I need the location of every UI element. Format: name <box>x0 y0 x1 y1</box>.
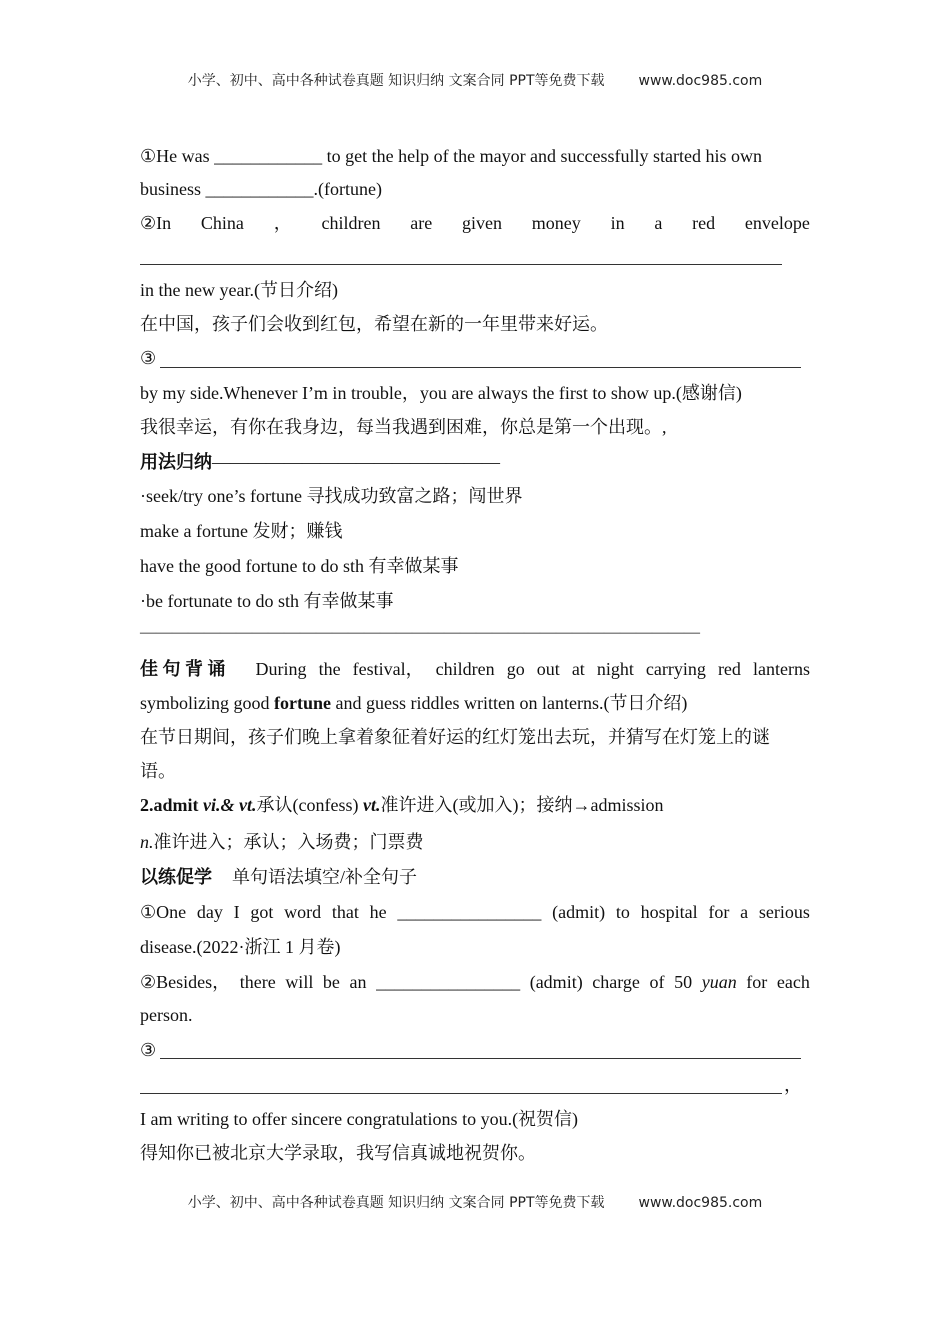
header-url[interactable]: www.doc985.com <box>638 73 763 89</box>
q-word: to <box>615 902 630 922</box>
usage-item: make a fortune 发财；赚钱 <box>140 521 343 541</box>
footer-text: 小学、初中、高中各种试卷真题 知识归纳 文案合同 PPT等免费下载 <box>187 1195 605 1211</box>
q-word: a <box>740 902 749 922</box>
q-word: for <box>708 902 730 922</box>
q-word: hospital <box>640 902 698 922</box>
q-word: for <box>746 972 768 992</box>
q-word: ①One <box>140 902 187 922</box>
q2-word: in <box>610 213 625 233</box>
q-word: yuan <box>701 972 737 992</box>
q-word: he <box>369 902 387 922</box>
gs-word: children <box>435 659 495 679</box>
q2-word: ， <box>273 213 292 233</box>
admit-q1-line2: disease.(2022·浙江 1 月卷) <box>140 937 341 957</box>
practice-heading <box>140 864 417 890</box>
admit-word: admit <box>153 795 199 815</box>
usage-title: 用法归纳 <box>140 452 212 472</box>
practice-sub: 单句语法填空/补全句子 <box>232 867 417 887</box>
gs-word: out <box>536 659 560 679</box>
q-word: (admit) <box>552 902 606 922</box>
fortune-q3-cont: by my side.Whenever I’m in trouble，you are always the first to show up.(感谢信) <box>140 383 742 403</box>
usage-heading <box>140 449 500 475</box>
fortune-q3-mark: ③ <box>140 348 157 368</box>
good-sentence-chinese-2: 语。 <box>140 761 176 781</box>
q-word: (admit) <box>529 972 583 992</box>
good-sentence-chinese-1: 在节日期间，孩子们晚上拿着象征着好运的红灯笼出去玩，并猜写在灯笼上的谜 <box>140 727 770 747</box>
q-word: be <box>322 972 340 992</box>
gs-word: the <box>318 659 341 679</box>
footer-url[interactable]: www.doc985.com <box>638 1195 763 1211</box>
admit-q3-comma: ， <box>784 1075 802 1095</box>
gs-word: During <box>255 659 307 679</box>
usage-item: ·seek/try one’s fortune 寻找成功致富之路；闯世界 <box>140 486 523 506</box>
usage-item: ·be fortunate to do sth 有幸做某事 <box>140 591 394 611</box>
q2-word: children <box>321 213 381 233</box>
q2-word: envelope <box>744 213 810 233</box>
admit-entry-line1 <box>140 792 663 818</box>
admit-q2-line1 <box>140 969 810 995</box>
q-word: each <box>776 972 810 992</box>
q-word: an <box>349 972 367 992</box>
fortune-q2-chinese: 在中国，孩子们会收到红包，希望在新的一年里带来好运。 <box>140 314 608 334</box>
q2-word: China <box>200 213 244 233</box>
good-sentence-line1 <box>140 656 810 682</box>
admit-n-def: 准许进入；承认；入场费；门票费 <box>153 832 424 852</box>
q2-word: money <box>531 213 581 233</box>
good-sentence-label: 佳 句 背 诵 <box>140 659 226 679</box>
q-word: will <box>285 972 314 992</box>
q2-word: are <box>410 213 433 233</box>
usage-item: have the good fortune to do sth 有幸做某事 <box>140 556 459 576</box>
answer-blank-line[interactable] <box>140 1093 782 1094</box>
q-blank[interactable]: ________________ <box>397 902 542 922</box>
good-sentence-line2 <box>140 690 687 716</box>
admit-q3-cont: I am writing to offer sincere congratulations to you.(祝贺信) <box>140 1109 579 1129</box>
gs-keyword: fortune <box>274 693 331 713</box>
q-word: word <box>284 902 322 922</box>
answer-blank-line[interactable] <box>160 367 801 368</box>
admit-q1-line1 <box>140 899 810 925</box>
fortune-q2-line1 <box>140 210 810 236</box>
gs-word: carrying <box>645 659 706 679</box>
answer-blank-line[interactable] <box>140 264 782 265</box>
fortune-q3-chinese: 我很幸运，有你在我身边，每当我遇到困难，你总是第一个出现。, <box>140 417 667 437</box>
gs-text: and guess riddles written on lanterns.(节日介绍) <box>331 693 688 713</box>
gs-word: go <box>506 659 525 679</box>
admit-n-pos: n. <box>140 832 154 852</box>
practice-title: 以练促学 <box>140 867 212 887</box>
admit-entry-line2 <box>140 829 424 855</box>
q-word: got <box>250 902 274 922</box>
answer-blank-line[interactable] <box>160 1058 801 1059</box>
q-word: I <box>233 902 240 922</box>
gs-text: symbolizing good <box>140 693 274 713</box>
q2-word: given <box>462 213 503 233</box>
q-word: of <box>649 972 665 992</box>
q-word: ②Besides， <box>140 972 231 992</box>
admit-def2: 准许进入(或加入)；接纳→admission <box>380 795 664 815</box>
gs-word: lanterns <box>752 659 810 679</box>
gs-word: festival， <box>352 659 424 679</box>
page-header <box>0 70 950 90</box>
q-word: charge <box>592 972 640 992</box>
admit-pos2: vt. <box>362 795 381 815</box>
q2-word: a <box>654 213 663 233</box>
fortune-q1-line1: ①He was ____________ to get the help of the mayor and successfully started his own <box>140 146 763 166</box>
q-blank[interactable]: ________________ <box>376 972 521 992</box>
q-word: there <box>239 972 276 992</box>
admit-num: 2. <box>140 795 154 815</box>
q-word: day <box>196 902 223 922</box>
admit-q3-chinese: 得知你已被北京大学录取，我写信真诚地祝贺你。 <box>140 1143 536 1163</box>
usage-title-dashes: ———————————————— <box>212 452 500 472</box>
admit-q3-mark: ③ <box>140 1040 157 1060</box>
q-word: that <box>331 902 359 922</box>
q-word: 50 <box>674 972 693 992</box>
admit-def1: 承认(confess) <box>256 795 363 815</box>
header-text: 小学、初中、高中各种试卷真题 知识归纳 文案合同 PPT等免费下载 <box>187 73 605 89</box>
gs-word: at <box>571 659 585 679</box>
fortune-q2-cont: in the new year.(节日介绍) <box>140 280 338 300</box>
q-word: serious <box>758 902 810 922</box>
q2-word: red <box>692 213 716 233</box>
admit-pos1: vi.& vt. <box>198 795 257 815</box>
gs-word: night <box>596 659 634 679</box>
gs-word: red <box>717 659 741 679</box>
usage-end-dashes: ——————————————————————————————————— <box>140 624 700 641</box>
page-footer <box>0 1192 950 1212</box>
q2-word: ②In <box>140 213 172 233</box>
admit-q2-line2: person. <box>140 1005 193 1025</box>
fortune-q1-line2: business ____________.(fortune) <box>140 179 382 199</box>
